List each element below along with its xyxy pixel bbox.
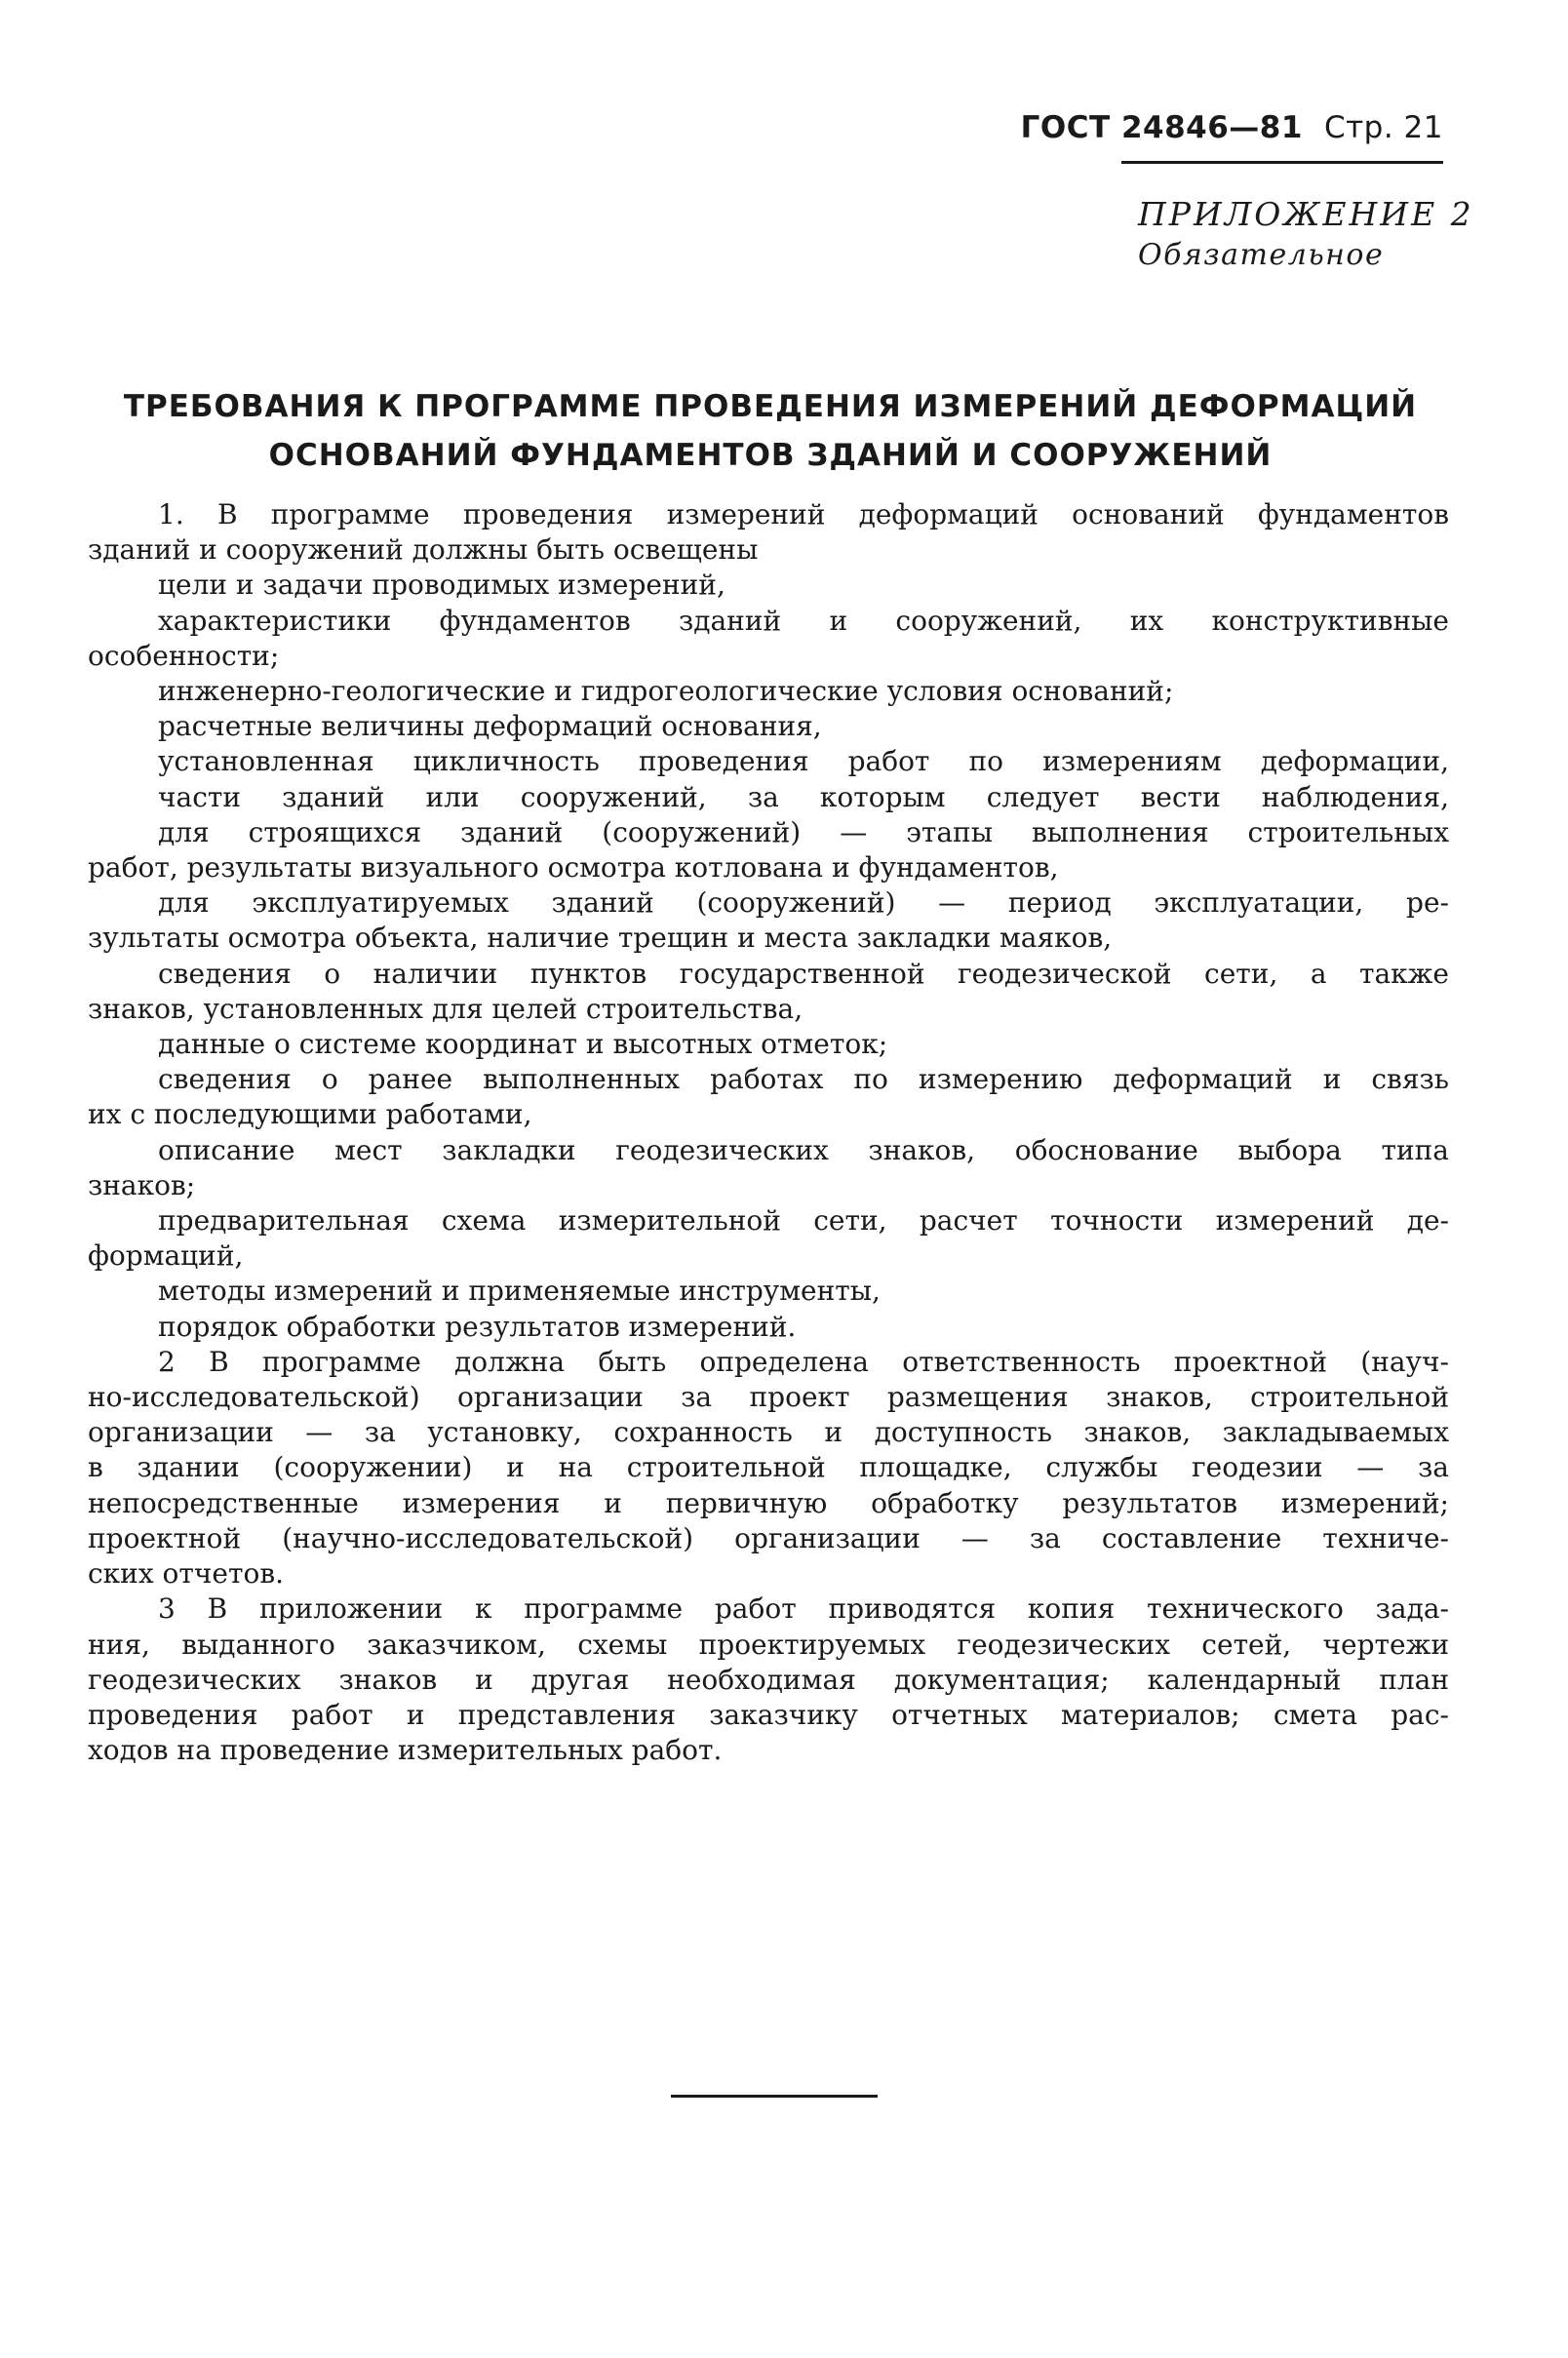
title-line: ТРЕБОВАНИЯ К ПРОГРАММЕ ПРОВЕДЕНИЯ ИЗМЕРЕНИЙ ДЕФОРМАЦИЙ — [123, 389, 1418, 424]
text-line: части зданий или сооружений, за которым следует вести наблюдения, — [158, 780, 1449, 813]
text-line: расчетные величины деформаций основания, — [158, 710, 822, 743]
text-line: инженерно-геологические и гидрогеологические условия оснований; — [158, 675, 1174, 708]
standard-number: ГОСТ 24846—81 — [1020, 110, 1303, 145]
text-line: сведения о ранее выполненных работах по измерению деформаций и связь — [158, 1063, 1449, 1096]
appendix-title: ПРИЛОЖЕНИЕ 2 — [1138, 195, 1474, 233]
text-line: для эксплуатируемых зданий (сооружений) — период эксплуатации, ре- — [158, 886, 1449, 920]
document-title — [88, 382, 1453, 480]
text-line: 1. В программе проведения измерений деформаций оснований фундаментов — [158, 498, 1449, 531]
text-line: особенности; — [88, 639, 280, 672]
text-line: 2 В программе должна быть определена ответственность проектной (науч- — [158, 1345, 1449, 1378]
body-text — [88, 497, 1449, 1768]
appendix-label — [1138, 194, 1474, 276]
text-line: непосредственные измерения и первичную обработку результатов измерений; — [88, 1486, 1449, 1519]
page-header — [1014, 110, 1443, 145]
text-line: зданий и сооружений должны быть освещены — [88, 533, 759, 567]
text-line: проведения работ и представления заказчику отчетных материалов; смета рас- — [88, 1698, 1449, 1731]
text-line: цели и задачи проводимых измерений, — [158, 569, 725, 602]
text-line: ходов на проведение измерительных работ. — [88, 1734, 723, 1767]
text-line: их с последующими работами, — [88, 1098, 532, 1131]
text-line: ских отчетов. — [88, 1557, 284, 1591]
text-line: работ, результаты визуального осмотра котлована и фундаментов, — [88, 851, 1059, 884]
text-line: зультаты осмотра объекта, наличие трещин и места закладки маяков, — [88, 922, 1113, 955]
text-line: данные о системе координат и высотных отметок; — [158, 1028, 888, 1061]
appendix-status: Обязательное — [1138, 238, 1385, 272]
text-line: для строящихся зданий (сооружений) — этапы выполнения строительных — [158, 815, 1449, 848]
text-line: описание мест закладки геодезических знаков, обоснование выбора типа — [158, 1133, 1449, 1166]
header-rule — [1121, 161, 1443, 164]
text-line: но-исследовательской) организации за проект размещения знаков, строительной — [88, 1381, 1449, 1414]
text-line: ния, выданного заказчиком, схемы проектируемых геодезических сетей, чертежи — [88, 1628, 1449, 1661]
text-line: в здании (сооружении) и на строительной площадке, службы геодезии — за — [88, 1451, 1449, 1484]
text-line: методы измерений и применяемые инструменты, — [158, 1275, 881, 1308]
text-line: характеристики фундаментов зданий и сооружений, их конструктивные — [158, 604, 1449, 637]
text-line: организации — за установку, сохранность и доступность знаков, закладываемых — [88, 1416, 1449, 1449]
text-line: порядок обработки результатов измерений. — [158, 1310, 797, 1343]
text-line: сведения о наличии пунктов государственной геодезической сети, а также — [158, 957, 1449, 990]
text-line: знаков; — [88, 1168, 196, 1201]
text-line: установленная цикличность проведения работ по измерениям деформации, — [158, 745, 1449, 778]
page-number: Стр. 21 — [1323, 110, 1443, 145]
title-line: ОСНОВАНИЙ ФУНДАМЕНТОВ ЗДАНИЙ И СООРУЖЕНИЙ — [268, 438, 1273, 473]
text-line: предварительная схема измерительной сети, расчет точности измерений де- — [158, 1204, 1449, 1238]
text-line: знаков, установленных для целей строительства, — [88, 992, 804, 1025]
end-rule — [671, 2095, 878, 2098]
text-line: геодезических знаков и другая необходимая документация; календарный план — [88, 1663, 1449, 1696]
text-line: формаций, — [88, 1239, 244, 1273]
text-line: проектной (научно-исследовательской) организации — за составление техниче- — [88, 1521, 1449, 1554]
text-line: 3 В приложении к программе работ приводятся копия технического зада- — [158, 1592, 1449, 1626]
